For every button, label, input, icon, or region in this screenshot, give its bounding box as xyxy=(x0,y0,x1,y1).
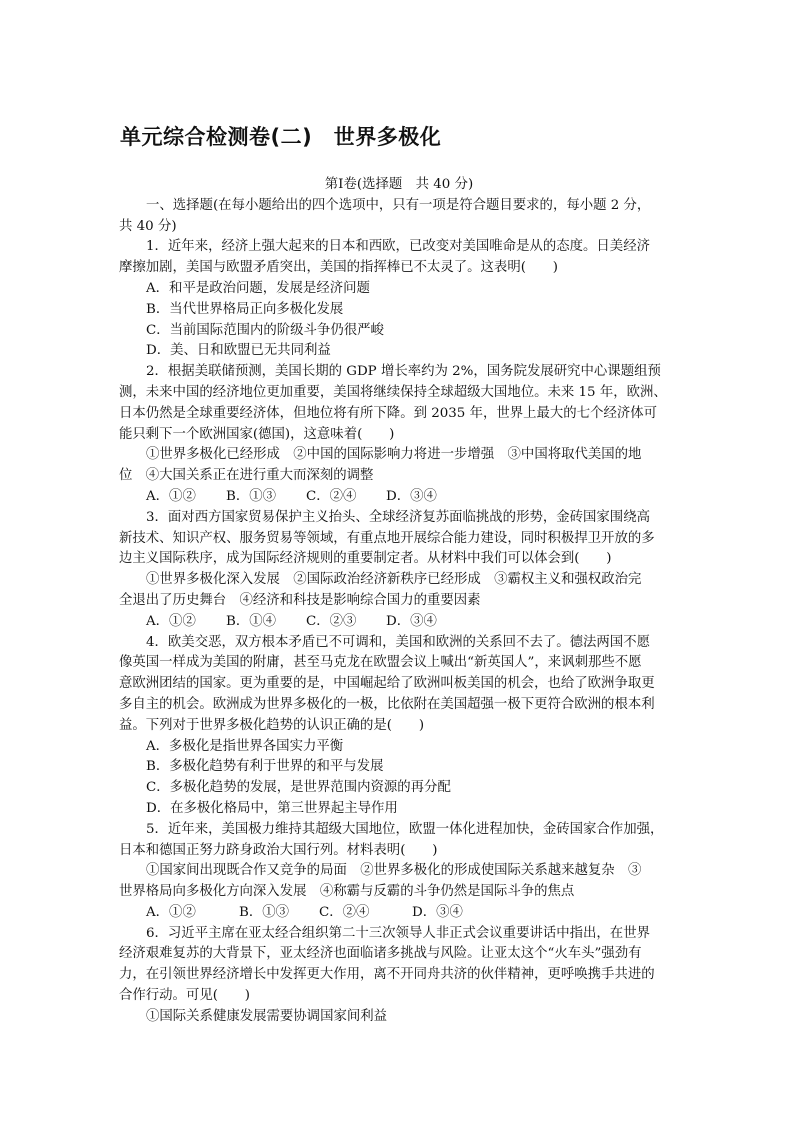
answer-option: A．和平是政治问题，发展是经济问题 xyxy=(146,280,370,296)
question-stem-line: 意欧洲团结的国家。更为重要的是，中国崛起给了欧洲叫板美国的机会，也给了欧洲争取更 xyxy=(119,676,655,692)
answer-option: B．当代世界格局正向多极化发展 xyxy=(146,301,344,317)
question-stem-line: 4．欧美交恶，双方根本矛盾已不可调和，美国和欧洲的关系回不去了。德法两国不愿 xyxy=(146,634,650,650)
answer-option: A．多极化是指世界各国实力平衡 xyxy=(146,738,344,754)
question-stem-line: 新技术、知识产权、服务贸易等领域，有重点地开展综合能力建设，同时积极捍卫开放的多 xyxy=(119,530,655,546)
statement-line: 全退出了历史舞台 ④经济和科技是影响综合国力的重要因素 xyxy=(119,592,481,608)
choice-a: A．①② xyxy=(146,488,196,504)
question-5 xyxy=(119,820,679,924)
question-stem-line: 能只剩下一个欧洲国家(德国)，这意味着( ) xyxy=(119,426,395,442)
statement-line: 位 ④大国关系正在进行重大而深刻的调整 xyxy=(119,468,374,484)
instructions-line: 共 40 分) xyxy=(119,218,177,234)
answer-option: D．在多极化格局中，第三世界起主导作用 xyxy=(146,800,398,816)
answer-option: B．多极化趋势有利于世界的和平与发展 xyxy=(146,759,384,775)
question-stem-line: 多自主的机会。欧洲成为世界多极化的一极，比依附在美国超强一极下更符合欧洲的根本利 xyxy=(119,696,655,712)
answer-choices xyxy=(119,487,679,508)
question-4 xyxy=(119,633,679,820)
choice-b: B．①④ xyxy=(226,613,277,629)
choice-d: D．③④ xyxy=(386,488,437,504)
question-stem-line: 日本和德国正努力跻身政治大国行列。材料表明( ) xyxy=(119,842,438,858)
question-stem-line: 益。下列对于世界多极化趋势的认识正确的是( ) xyxy=(119,717,425,733)
question-6 xyxy=(119,924,679,1028)
section-header: 第Ⅰ卷(选择题 共 40 分) xyxy=(324,177,474,192)
answer-option: C．当前国际范围内的阶级斗争仍很严峻 xyxy=(146,322,384,338)
answer-choices xyxy=(119,612,679,633)
answer-option: D．美、日和欧盟已无共同利益 xyxy=(146,343,331,359)
question-stem-line: 像英国一样成为美国的附庸，甚至马克龙在欧盟会议上喊出“新英国人”，来讽刺那些不愿 xyxy=(119,655,642,671)
question-3 xyxy=(119,508,679,633)
question-2 xyxy=(119,362,679,508)
statement-line: ①国家间出现既合作又竞争的局面 ②世界多极化的形成使国际关系越来越复杂 ③ xyxy=(146,863,642,879)
statement-line: ①世界多极化深入发展 ②国际政治经济新秩序已经形成 ③霸权主义和强权政治完 xyxy=(146,572,642,588)
choice-d: D．③④ xyxy=(386,613,437,629)
choice-c: C．②④ xyxy=(319,904,370,920)
question-stem-line: 力，在引领世界经济增长中发挥更大作用，离不开同舟共济的伙伴精神，更呼唤携手共进的 xyxy=(119,967,655,983)
page-title: 单元综合检测卷(二) 世界多极化 xyxy=(120,125,442,149)
question-1 xyxy=(119,237,679,362)
choice-a: A．①② xyxy=(146,613,196,629)
question-stem-line: 1．近年来，经济上强大起来的日本和西欧，已改变对美国唯命是从的态度。日美经济 xyxy=(146,239,650,255)
statement-line: ①国际关系健康发展需要协调国家间利益 xyxy=(146,1008,388,1024)
question-stem-line: 摩擦加剧，美国与欧盟矛盾突出，美国的指挥棒已不太灵了。这表明( ) xyxy=(119,260,558,276)
statement-line: ①世界多极化已经形成 ②中国的国际影响力将进一步增强 ③中国将取代美国的地 xyxy=(146,447,642,463)
choice-b: B．①③ xyxy=(239,904,290,920)
question-stem-line: 6．习近平主席在亚太经合组织第二十三次领导人非正式会议重要讲话中指出，在世界 xyxy=(146,925,650,941)
document-body xyxy=(119,175,679,1028)
answer-choices xyxy=(119,903,679,924)
question-stem-line: 测，未来中国的经济地位更加重要，美国将继续保持全球超级大国地位。未来 15 年，欧洲、 xyxy=(119,384,667,400)
question-stem-line: 边主义国际秩序，成为国际经济规则的重要制定者。从材料中我们可以体会到( ) xyxy=(119,551,612,567)
answer-option: C．多极化趋势的发展，是世界范围内资源的再分配 xyxy=(146,780,451,796)
question-stem-line: 5．近年来，美国极力维持其超级大国地位，欧盟一体化进程加快，金砖国家合作加强， xyxy=(146,821,664,837)
question-stem-line: 2．根据美联储预测，美国长期的 GDP 增长率约为 2%，国务院发展研究中心课题组预 xyxy=(146,364,661,380)
choice-b: B．①③ xyxy=(226,488,277,504)
choice-d: D．③④ xyxy=(412,904,463,920)
question-stem-line: 合作行动。可见( ) xyxy=(119,988,250,1004)
question-stem-line: 日本仍然是全球重要经济体，但地位将有所下降。到 2035 年，世界上最大的七个经济体可 xyxy=(119,405,658,421)
choice-a: A．①② xyxy=(146,904,196,920)
choice-c: C．②④ xyxy=(306,488,357,504)
instructions-line: 一、选择题(在每小题给出的四个选项中，只有一项是符合题目要求的，每小题 2 分， xyxy=(146,197,651,213)
statement-line: 世界格局向多极化方向深入发展 ④称霸与反霸的斗争仍然是国际斗争的焦点 xyxy=(119,884,575,900)
choice-c: C．②③ xyxy=(306,613,357,629)
question-stem-line: 经济艰难复苏的大背景下，亚太经济也面临诸多挑战与风险。让亚太这个“火车头”强劲有 xyxy=(119,946,642,962)
question-stem-line: 3．面对西方国家贸易保护主义抬头、全球经济复苏面临挑战的形势，金砖国家围绕高 xyxy=(146,509,650,525)
